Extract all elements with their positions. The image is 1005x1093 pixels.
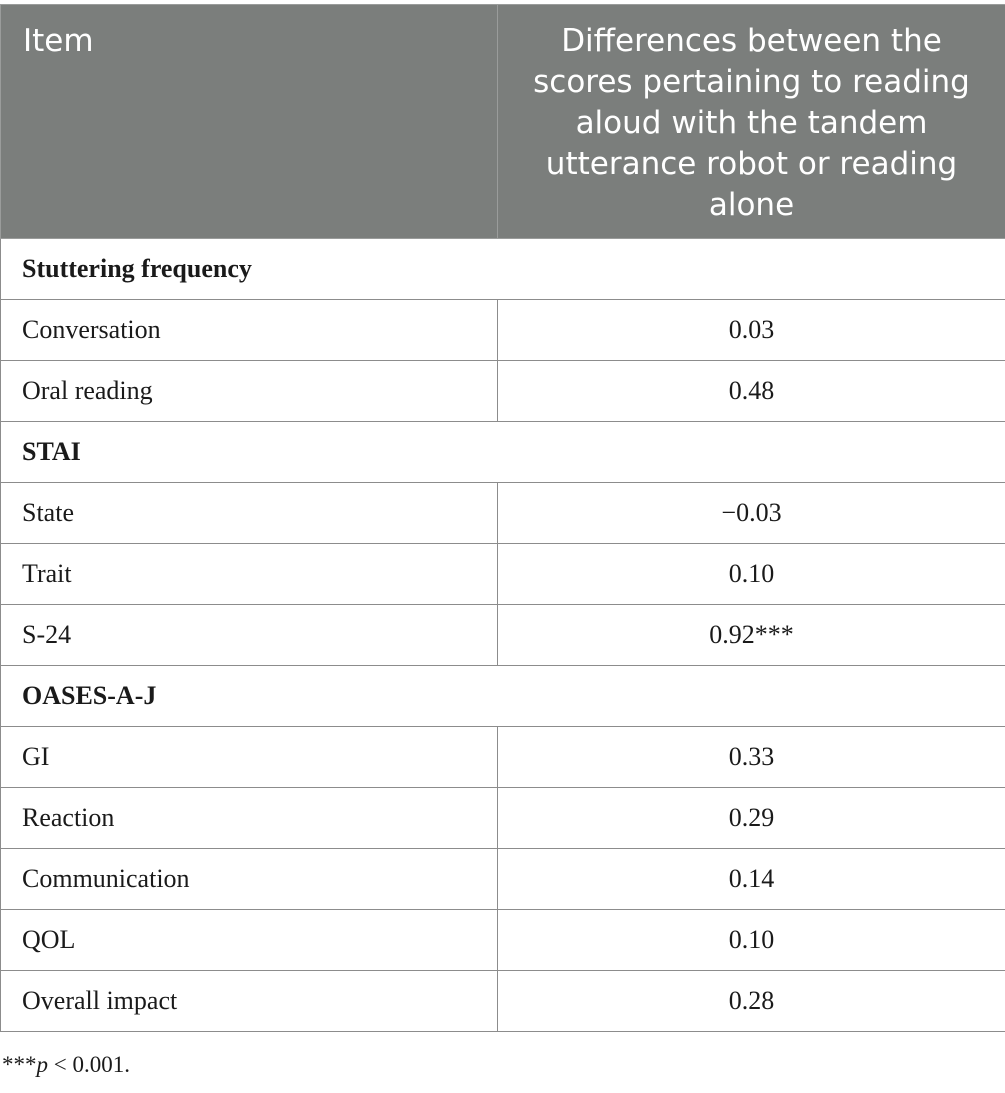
section-row (1, 422, 1005, 483)
table-header (1, 5, 1005, 239)
row-value: 0.28 (498, 971, 1005, 1032)
section-row (1, 666, 1005, 727)
row-value: 0.33 (498, 727, 1005, 788)
row-label: State (1, 483, 498, 544)
row-value: −0.03 (498, 483, 1005, 544)
table-footnote (2, 1052, 130, 1078)
table-row (1, 849, 1005, 910)
section-title-stai: STAI (1, 422, 1005, 483)
row-label: QOL (1, 910, 498, 971)
section-title-oases: OASES-A-J (1, 666, 1005, 727)
header-difference: Differences between the scores pertaining to reading aloud with the tandem utterance robot or reading alone (498, 5, 1005, 239)
header-row (1, 5, 1005, 239)
row-value: 0.14 (498, 849, 1005, 910)
table-row (1, 361, 1005, 422)
row-label: Trait (1, 544, 498, 605)
table-row (1, 483, 1005, 544)
row-value: 0.10 (498, 910, 1005, 971)
table-body (1, 239, 1005, 1032)
header-item: Item (1, 5, 498, 239)
footnote-p: p (36, 1052, 48, 1077)
row-label: Oral reading (1, 361, 498, 422)
table-row (1, 605, 1005, 666)
row-label: S-24 (1, 605, 498, 666)
section-row (1, 239, 1005, 300)
row-value: 0.10 (498, 544, 1005, 605)
row-value: 0.48 (498, 361, 1005, 422)
results-table (0, 4, 1005, 1032)
table-row (1, 300, 1005, 361)
table-row (1, 971, 1005, 1032)
section-title-stuttering-frequency: Stuttering frequency (1, 239, 1005, 300)
row-label: Conversation (1, 300, 498, 361)
row-value: 0.92*** (498, 605, 1005, 666)
row-label: Communication (1, 849, 498, 910)
table-row (1, 788, 1005, 849)
row-label: Overall impact (1, 971, 498, 1032)
row-value: 0.03 (498, 300, 1005, 361)
table-row (1, 727, 1005, 788)
results-table-container (0, 4, 1005, 1032)
footnote-threshold: < 0.001. (48, 1052, 130, 1077)
footnote-stars: *** (2, 1052, 37, 1077)
row-label: GI (1, 727, 498, 788)
table-row (1, 544, 1005, 605)
row-value: 0.29 (498, 788, 1005, 849)
row-label: Reaction (1, 788, 498, 849)
table-row (1, 910, 1005, 971)
